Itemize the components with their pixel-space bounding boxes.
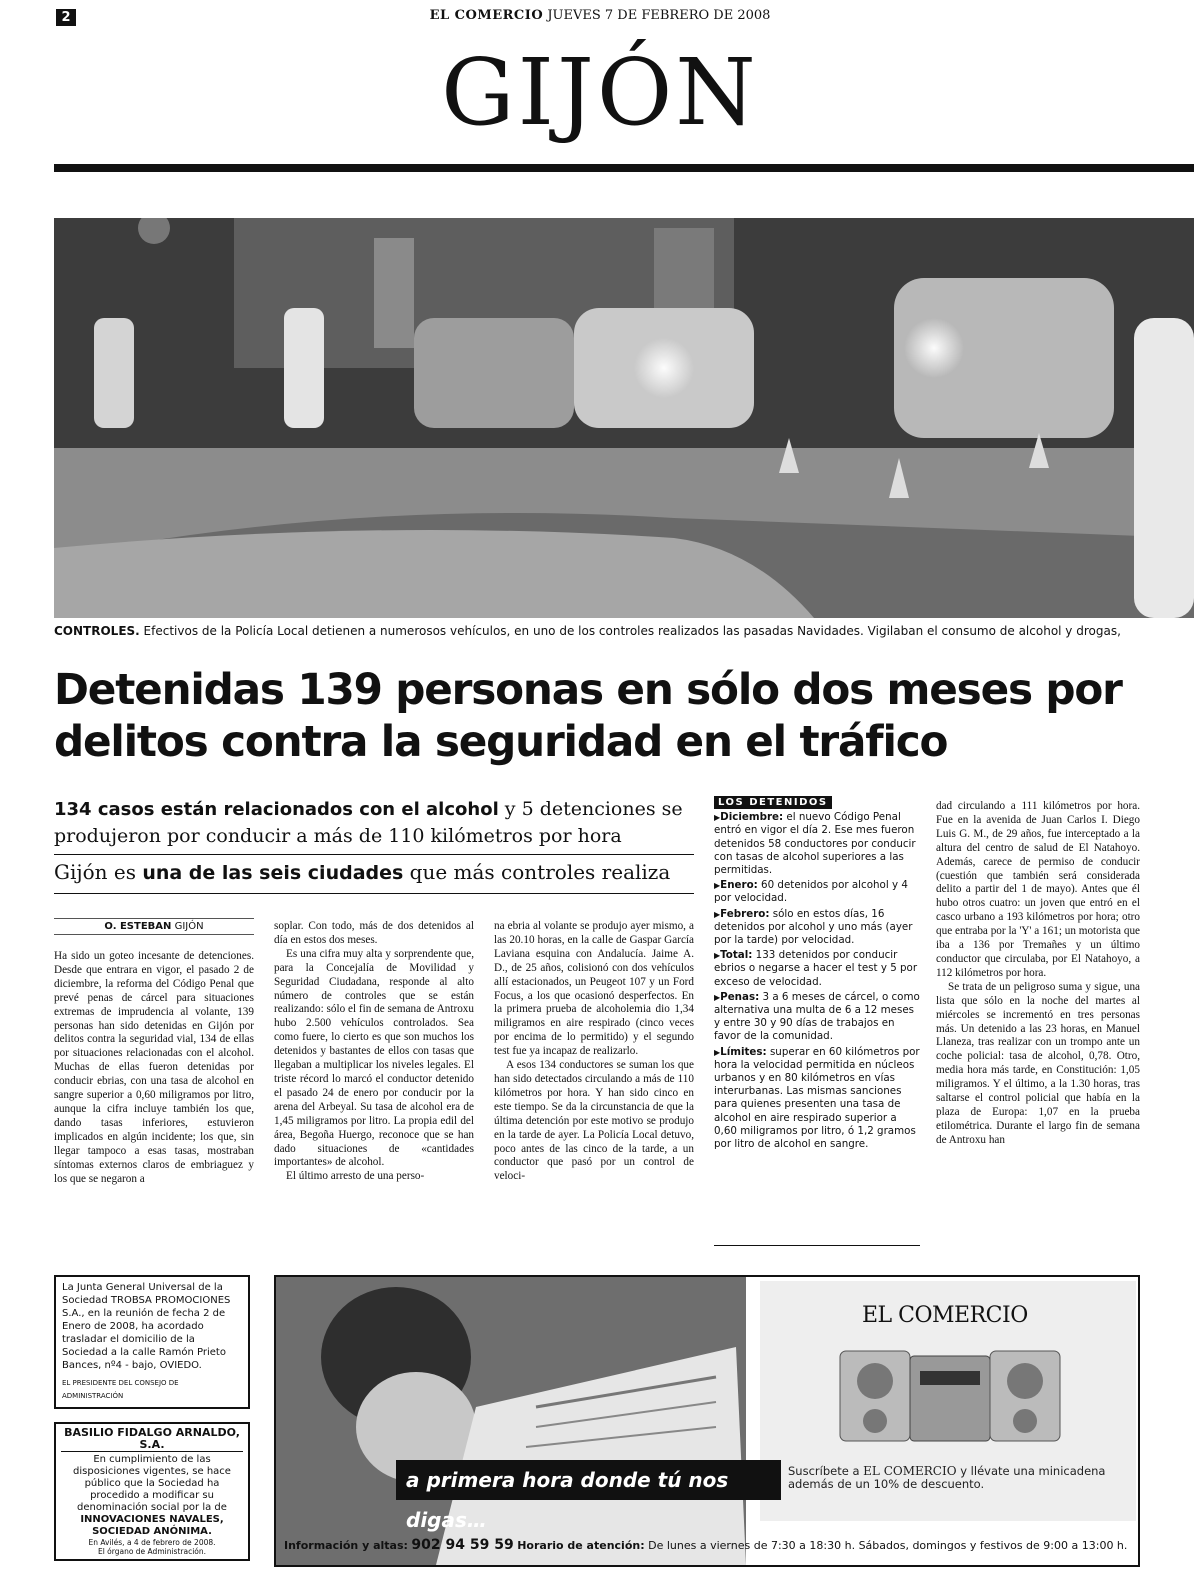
sidebar-item xyxy=(714,908,920,948)
masthead-rule xyxy=(54,164,1194,172)
sidebar-item xyxy=(714,1046,920,1152)
notice-text: La Junta General Universal de la Sociedad TROBSA PROMOCIONES S.A., en la reunión de fecha 2 de Enero de 2008, ha acordado trasladar el domicilio de la Sociedad a la calle Ramón Prieto Bances, nº4 - bajo, OVIEDO. xyxy=(62,1282,231,1371)
info-label: Información y altas: xyxy=(284,1539,408,1552)
phone-number[interactable]: 902 94 59 59 xyxy=(411,1537,514,1553)
offer-part-b: y llévate una minicadena además de un 10% de descuento. xyxy=(788,1464,1106,1491)
sidebar-item xyxy=(714,991,920,1044)
ad-contact-line xyxy=(284,1537,1134,1553)
offer-part-a: Suscríbete a xyxy=(788,1464,864,1478)
ad-brand-logo: EL COMERCIO xyxy=(862,1303,1028,1328)
sidebar-item xyxy=(714,811,920,877)
subhead-bold: 134 casos están relacionados con el alcohol xyxy=(54,799,499,820)
article-column-3 xyxy=(494,920,694,1184)
sidebar-item-label: Enero: xyxy=(720,879,758,892)
subhead2-rule xyxy=(54,893,694,894)
sidebar-tag: LOS DETENIDOS xyxy=(714,796,832,809)
sidebar-rule xyxy=(714,1245,920,1246)
article-headline: Detenidas 139 personas en sólo dos meses por delitos contra la seguridad en el tráfico xyxy=(54,665,1122,767)
photo-caption xyxy=(54,624,1194,638)
column-1-text: Ha sido un goteo incesante de detenciones. Desde que entrara en vigor, el pasado 2 de diciembre, la reforma del Código Penal que prevé penas de cárcel para situaciones extremas de imprudencia al volante, 139 personas han sido detenidas en Gijón por delitos contra la seguridad vial, 134 de ellas por situaciones relacionadas con el alcohol. Muchas de ellas fueron detenidas por conducir ebrias, con una tasa de alcohol en sangre superior a 0,60 miligramos por litro, aunque la cifra incluye también los que, dando tasas inferiores, estuvieron implicados en algún incidente; los que, sin llegar tampoco a esas tasas, mostraban síntomas externos claros de embriaguez y los que se negaron a xyxy=(54,950,254,1185)
ad-photo-child-reading xyxy=(276,1277,746,1565)
column-2-paragraph-1: soplar. Con todo, más de dos detenidos al día en estos dos meses. xyxy=(274,920,474,946)
sidebar-item-label: Límites: xyxy=(720,1045,767,1058)
arrow-right-icon: ▶ xyxy=(714,909,721,919)
sidebar-item-text: sólo en estos días, 16 detenidos por alcohol y uno más (ayer por la tarde) por velocidad. xyxy=(714,907,913,947)
column-4-paragraph-1: dad circulando a 111 kilómetros por hora. Fue en la avenida de Juan Carlos I. Diego Luis G. M., de 29 años, fue interceptado a la altura del centro de salud de El Natahoyo. Además, carece de permiso de conducir (cuestión que también será considerada delito a partir del 1 de mayo). Antes que él hubo otros cuatro: un joven que entró en el casco urbano a 193 kilómetros por hora; otro que entraba por la 'Y' a 161; un motorista que iba a 136 por Tremañes y un último conductor que circulaba, por El Natahoyo, a 112 kilómetros por hora. xyxy=(936,800,1140,979)
sidebar-item xyxy=(714,949,920,989)
sidebar-item-label: Febrero: xyxy=(720,907,770,920)
publication-line xyxy=(0,8,1200,23)
subhead2-bold: una de las seis ciudades xyxy=(142,862,404,884)
legal-notice-trobsa xyxy=(54,1275,250,1409)
news-photo xyxy=(54,218,1194,618)
publication-date: JUEVES 7 DE FEBRERO DE 2008 xyxy=(547,8,771,23)
sidebar-item-text: superar en 60 kilómetros por hora la velocidad permitida en núcleos urbanos y en 80 kilómetros en vías interurbanas. Las mismas sanciones para quienes presenten una tasa de alcohol en aire respirado superior a 0,60 miligramos por litro, ó 1,2 gramos por litro de alcohol en sangre. xyxy=(714,1045,920,1151)
notice-new-name: INNOVACIONES NAVALES, SOCIEDAD ANÓNIMA. xyxy=(80,1514,224,1537)
ad-offer xyxy=(788,1465,1138,1491)
caption-text: Efectivos de la Policía Local detienen a numerosos vehículos, en uno de los controles realizados las pasadas Navidades. Vigilaban el consumo de alcohol y drogas, xyxy=(139,624,1121,638)
sidebar-item-text: 133 detenidos por conducir ebrios o negarse a hacer el test y 5 por exceso de velocidad. xyxy=(714,949,918,988)
section-masthead: GIJÓN xyxy=(441,39,759,146)
arrow-right-icon: ▶ xyxy=(714,813,721,823)
column-3-paragraph-1: na ebria al volante se produjo ayer mismo, a las 20.10 horas, en la calle de Gaspar García Laviana esquina con Andalucía. Jaime A. D., de 25 años, colisionó con dos vehículos allí estacionados, un Peugeot 107 y un Ford Focus, a los que ocasionó desperfectos. En la primera prueba de alcoholemia dio 1,34 miligramos en aire respirado (cinco veces por encima de lo permitido) y el segundo test fue ya incapaz de realizarlo. xyxy=(494,920,694,1058)
column-4-paragraph-2: Se trata de un peligroso suma y sigue, una lista que sólo en la noche del martes al miércoles se incrementó en tres personas más. Un detenido a las 23 horas, en Manuel Llaneza, tras realizar con un trompo ante un coche policial: tasa de alcohol, 0,78. Otro, media hora más tarde, en Constitución: 1,05 miligramos. Y el último, a la 1.30 horas, tras saltarse el control policial que había en la plaza de Europa: 1,07 en la prueba etilométrica. Durante el largo fin de semana de Antroxu han xyxy=(936,980,1140,1146)
arrow-right-icon: ▶ xyxy=(714,881,721,891)
sidebar-item-label: Penas: xyxy=(720,990,760,1003)
byline-place: GIJÓN xyxy=(171,921,204,932)
column-2-paragraph-3: El último arresto de una perso- xyxy=(286,1170,425,1183)
article-column-4 xyxy=(936,800,1140,1148)
arrow-right-icon: ▶ xyxy=(714,1047,721,1057)
child-reading-image xyxy=(276,1277,746,1565)
arrow-right-icon: ▶ xyxy=(714,992,721,1002)
subscription-ad xyxy=(274,1275,1140,1567)
notice-text: En cumplimiento de las disposiciones vigentes, se hace público que la Sociedad ha procedido a modificar su denominación social por la de xyxy=(73,1454,231,1513)
publication-name: EL COMERCIO xyxy=(429,8,544,23)
subhead-rest: y 5 detenciones se produjeron por conducir a más de 110 kilómetros por hora xyxy=(54,798,683,847)
legal-notice-basilio xyxy=(54,1422,250,1561)
hours-text: De lunes a viernes de 7:30 a 18:30 h. Sábados, domingos y festivos de 9:00 a 13:00 h. xyxy=(648,1539,1128,1552)
hours-label: Horario de atención: xyxy=(517,1539,645,1552)
police-checkpoint-photo xyxy=(54,218,1194,618)
byline-author: O. ESTEBAN xyxy=(104,921,172,932)
notice-title: BASILIO FIDALGO ARNALDO, S.A. xyxy=(61,1427,243,1452)
sidebar-item-label: Total: xyxy=(720,949,753,962)
article-column-1 xyxy=(54,950,254,1186)
subhead2-part-b: que más controles realiza xyxy=(403,860,671,884)
sidebar-item-text: 3 a 6 meses de cárcel, o como alternativa una multa de 6 a 12 meses y entre 30 y 90 días de trabajos en favor de la comunidad. xyxy=(714,990,920,1043)
subhead2-part-a: Gijón es xyxy=(54,860,143,884)
sidebar-item-text: 60 detenidos por alcohol y 4 por velocidad. xyxy=(714,879,908,905)
notice-place-date: En Avilés, a 4 de febrero de 2008. xyxy=(88,1538,216,1547)
offer-logo: EL COMERCIO xyxy=(863,1464,957,1478)
caption-label: CONTROLES. xyxy=(54,624,140,638)
byline xyxy=(54,918,254,935)
article-column-2 xyxy=(274,920,474,1184)
article-subhead-secondary xyxy=(54,860,694,884)
arrow-right-icon: ▶ xyxy=(714,951,721,961)
sidebar-item-label: Diciembre: xyxy=(720,811,784,824)
page-number: 2 xyxy=(56,9,76,26)
ad-slogan: a primera hora donde tú nos digas… xyxy=(396,1460,781,1500)
subhead-rule xyxy=(54,854,694,855)
column-3-paragraph-2: A esos 134 conductores se suman los que han sido detectados circulando a más de 110 kilómetros por hora. Y han sido cinco en este tiempo. Se da la circunstancia de que la última detención por este motivo se produjo en la tarde de ayer. La Policía Local detuvo, poco antes de las cinco de la tarde, a un conductor que pasó por un control de veloci- xyxy=(494,1059,694,1183)
column-2-paragraph-2: Es una cifra muy alta y sorprendente que, para la Concejalía de Movilidad y Seguridad Ciudadana, responde al alto número de controles que se están realizando: sólo el fin de semana de Antroxu hubo 2.500 vehículos controlados. Sea como fuere, lo cierto es que son muchos los detenidos y bastantes de ellos con tasas que llegaban a multiplicar los niveles legales. El triste récord lo marcó el conductor detenido el pasado 24 de enero por conducir por la arena del Arbeyal. Su tasa de alcohol era de 1,45 miligramos por litro. La propia edil del área, Begoña Huergo, reconoce que se han dado situaciones de «cantidades importantes» de alcohol. xyxy=(274,947,474,1169)
sidebar-los-detenidos xyxy=(714,796,920,1151)
notice-signature: El órgano de Administración. xyxy=(97,1547,207,1556)
notice-signature: EL PRESIDENTE DEL CONSEJO DE ADMINISTRACIÓN xyxy=(62,1379,179,1400)
article-subhead xyxy=(54,796,694,849)
sidebar-item-text: el nuevo Código Penal entró en vigor el día 2. Ese mes fueron detenidos 58 conductores por conducir con tasas de alcohol superiores a las permitidas. xyxy=(714,811,916,877)
sidebar-item xyxy=(714,879,920,905)
